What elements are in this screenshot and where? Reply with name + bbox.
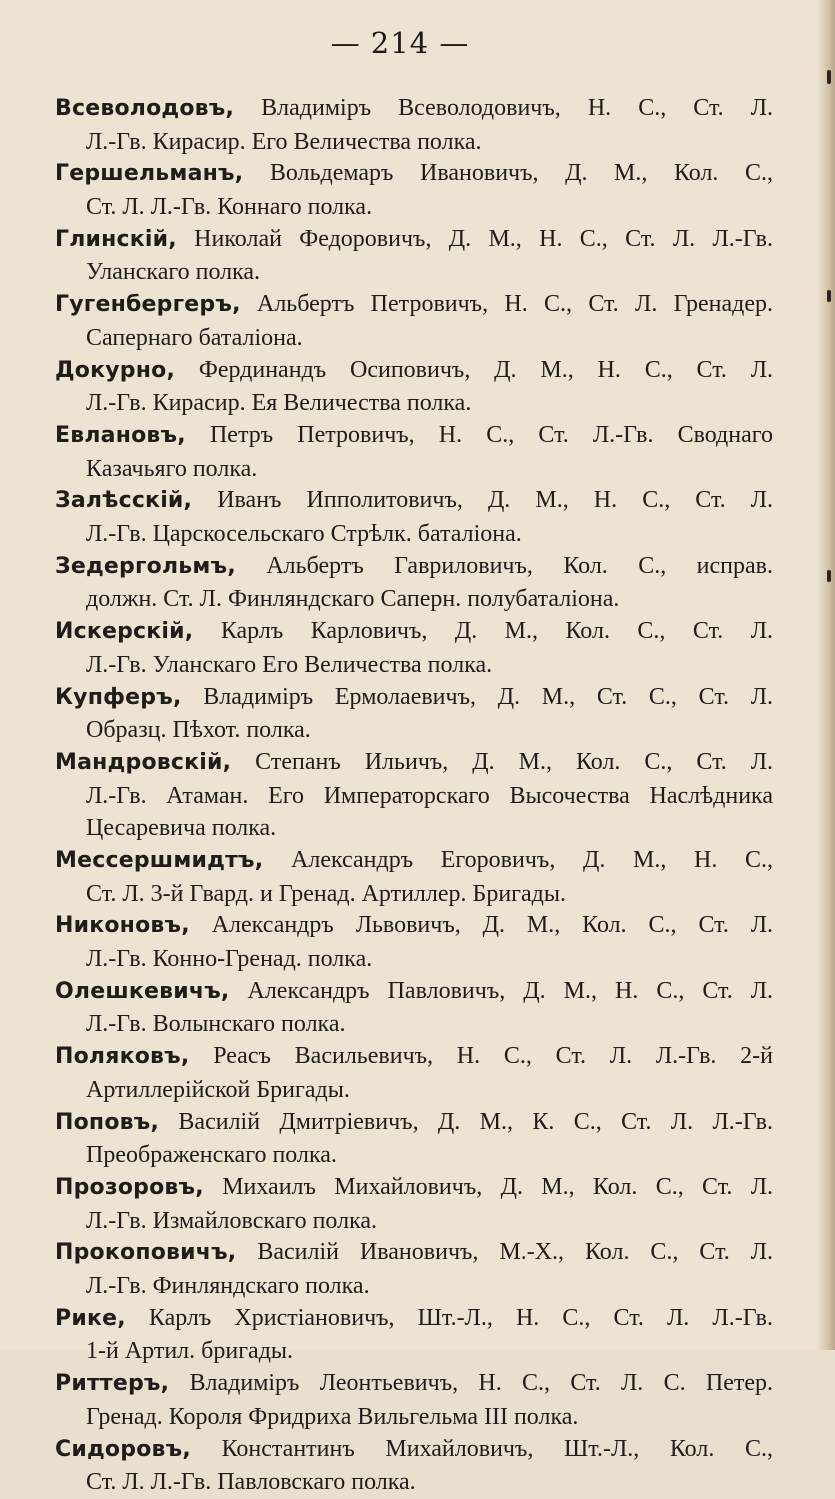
list-item: [55, 484, 773, 549]
entry-continuation: Л.-Гв. Царскосельскаго Стрѣлк. баталіона.: [86, 521, 522, 548]
list-item: [55, 615, 773, 680]
list-item: [55, 1433, 773, 1498]
list-item: [55, 1171, 773, 1236]
entry-continuation: Л.-Гв. Кирасир. Его Величества полка.: [86, 128, 482, 155]
entry-surname: Купферъ,: [55, 684, 182, 710]
entry-surname: Поляковъ,: [55, 1044, 190, 1070]
entry-details: Фердинандъ Осиповичъ, Д. М., Н. С., Ст. Л.: [198, 356, 774, 383]
list-item: [55, 909, 773, 974]
entry-continuation: Л.-Гв. Атаман. Его Императорскаго Высочества Наслѣдника Цесаревича полка.: [86, 782, 773, 842]
page-spine-shadow: [817, 0, 835, 1350]
entry-surname: Мессершмидтъ,: [55, 848, 264, 873]
list-item: [55, 1367, 773, 1432]
list-item: [55, 288, 773, 353]
entry-surname: Евлановъ,: [55, 422, 186, 448]
entry-continuation: Ст. Л. Л.-Гв. Коннаго полка.: [86, 194, 373, 221]
entry-surname: Прокоповичъ,: [55, 1240, 237, 1266]
entry-details: Владиміръ Ермолаевичъ, Д. М., Ст. С., Ст. Л.: [203, 683, 774, 710]
entry-surname: Всеволодовъ,: [55, 96, 235, 121]
entry-surname: Гершельманъ,: [55, 161, 244, 187]
list-item: [55, 975, 773, 1040]
entry-details: Александръ Егоровичъ, Д. М., Н. С.,: [291, 847, 774, 873]
entry-details: Константинъ Михайловичъ, Шт.-Л., Кол. С.,: [221, 1435, 774, 1462]
entry-continuation: Казачьяго полка.: [86, 455, 258, 482]
entry-details: Карлъ Христіановичъ, Шт.-Л., Н. С., Ст. Л. Л.-Гв.: [148, 1304, 773, 1331]
list-item: [55, 354, 773, 419]
list-item: [55, 223, 773, 288]
entry-continuation: Л.-Гв. Кирасир. Ея Величества полка.: [86, 390, 472, 417]
entry-details: Николай Федоровичъ, Д. М., Н. С., Ст. Л. Л.-Гв.: [194, 225, 773, 252]
entry-surname: Докурно,: [55, 357, 176, 383]
list-item: [55, 681, 773, 746]
entry-details: Михаилъ Михайловичъ, Д. М., Кол. С., Ст. Л.: [222, 1173, 774, 1200]
entry-surname: Рике,: [55, 1305, 126, 1331]
entry-details: Александръ Львовичъ, Д. М., Кол. С., Ст. Л.: [211, 912, 773, 939]
entry-details: Петръ Петровичъ, Н. С., Ст. Л.-Гв. Своднаго: [209, 421, 774, 448]
entry-continuation: Л.-Гв. Волынскаго полка.: [86, 1011, 346, 1038]
entry-continuation: должн. Ст. Л. Финляндскаго Саперн. полубаталіона.: [86, 586, 620, 613]
entry-continuation: Л.-Гв. Измайловскаго полка.: [86, 1207, 378, 1234]
entry-surname: Мандровскій,: [55, 749, 232, 775]
entry-details: Владиміръ Леонтьевичъ, Н. С., Ст. Л. С. Петер.: [189, 1370, 773, 1397]
margin-mark: [827, 570, 831, 582]
entry-details: Василій Ивановичъ, М.-Х., Кол. С., Ст. Л.: [257, 1239, 773, 1266]
entry-continuation: Артиллерійской Бригады.: [86, 1076, 350, 1103]
entry-surname: Риттеръ,: [55, 1371, 170, 1397]
entry-surname: Олешкевичъ,: [55, 978, 230, 1004]
margin-mark: [827, 290, 831, 302]
entry-continuation: Л.-Гв. Конно-Гренад. полка.: [86, 946, 373, 973]
entry-details: Владиміръ Всеволодовичъ, Н. С., Ст. Л.: [261, 95, 774, 121]
list-item: [55, 1302, 773, 1367]
entry-details: Степанъ Ильичъ, Д. М., Кол. С., Ст. Л.: [255, 748, 773, 775]
entry-continuation: Л.-Гв. Финляндскаго полка.: [86, 1273, 370, 1300]
entry-continuation: Уланскаго полка.: [86, 259, 261, 286]
entry-surname: Зедергольмъ,: [55, 553, 236, 579]
entry-surname: Залѣсскій,: [55, 488, 193, 514]
entry-details: Альбертъ Петровичъ, Н. С., Ст. Л. Гренадер.: [256, 291, 774, 318]
entry-continuation: Ст. Л. 3-й Гвард. и Гренад. Артиллер. Бригады.: [86, 880, 566, 907]
entry-list: [55, 92, 773, 1498]
entry-surname: Глинскій,: [55, 226, 177, 252]
list-item: [55, 419, 773, 484]
list-item: [55, 550, 773, 615]
entry-continuation: Образц. Пѣхот. полка.: [86, 717, 311, 744]
entry-details: Альбертъ Гавриловичъ, Кол. С., исправ.: [266, 552, 773, 579]
entry-details: Карлъ Карловичъ, Д. М., Кол. С., Ст. Л.: [220, 618, 773, 645]
entry-surname: Искерскій,: [55, 619, 194, 645]
entry-continuation: Сапернаго баталіона.: [86, 324, 303, 351]
list-item: [55, 746, 773, 844]
entry-details: Александръ Павловичъ, Д. М., Н. С., Ст. Л.: [247, 977, 774, 1004]
list-item: [55, 1236, 773, 1301]
list-item: [55, 844, 773, 909]
page-number: — 214 —: [330, 26, 470, 60]
list-item: [55, 92, 773, 157]
entry-continuation: Гренад. Короля Фридриха Вильгельма III полка.: [86, 1403, 579, 1430]
entry-continuation: 1-й Артил. бригады.: [86, 1338, 294, 1365]
entry-surname: Прозоровъ,: [55, 1174, 204, 1200]
entry-details: Вольдемаръ Ивановичъ, Д. М., Кол. С.,: [269, 160, 773, 187]
entry-continuation: Преображенскаго полка.: [86, 1142, 337, 1169]
list-item: [55, 1040, 773, 1105]
entry-details: Василій Дмитріевичъ, Д. М., К. С., Ст. Л. Л.-Гв.: [178, 1108, 774, 1135]
list-item: [55, 1106, 773, 1171]
entry-surname: Никоновъ,: [55, 913, 190, 939]
entry-details: Реасъ Васильевичъ, Н. С., Ст. Л. Л.-Гв. 2-й: [213, 1043, 774, 1070]
entry-continuation: Л.-Гв. Уланскаго Его Величества полка.: [86, 651, 493, 678]
entry-surname: Сидоровъ,: [55, 1436, 191, 1462]
entry-details: Иванъ Ипполитовичъ, Д. М., Н. С., Ст. Л.: [217, 487, 774, 514]
list-item: [55, 157, 773, 222]
entry-surname: Поповъ,: [55, 1109, 160, 1135]
entry-surname: Гугенбергеръ,: [55, 292, 241, 318]
entry-continuation: Ст. Л. Л.-Гв. Павловскаго полка.: [86, 1469, 416, 1496]
margin-mark: [827, 70, 831, 84]
